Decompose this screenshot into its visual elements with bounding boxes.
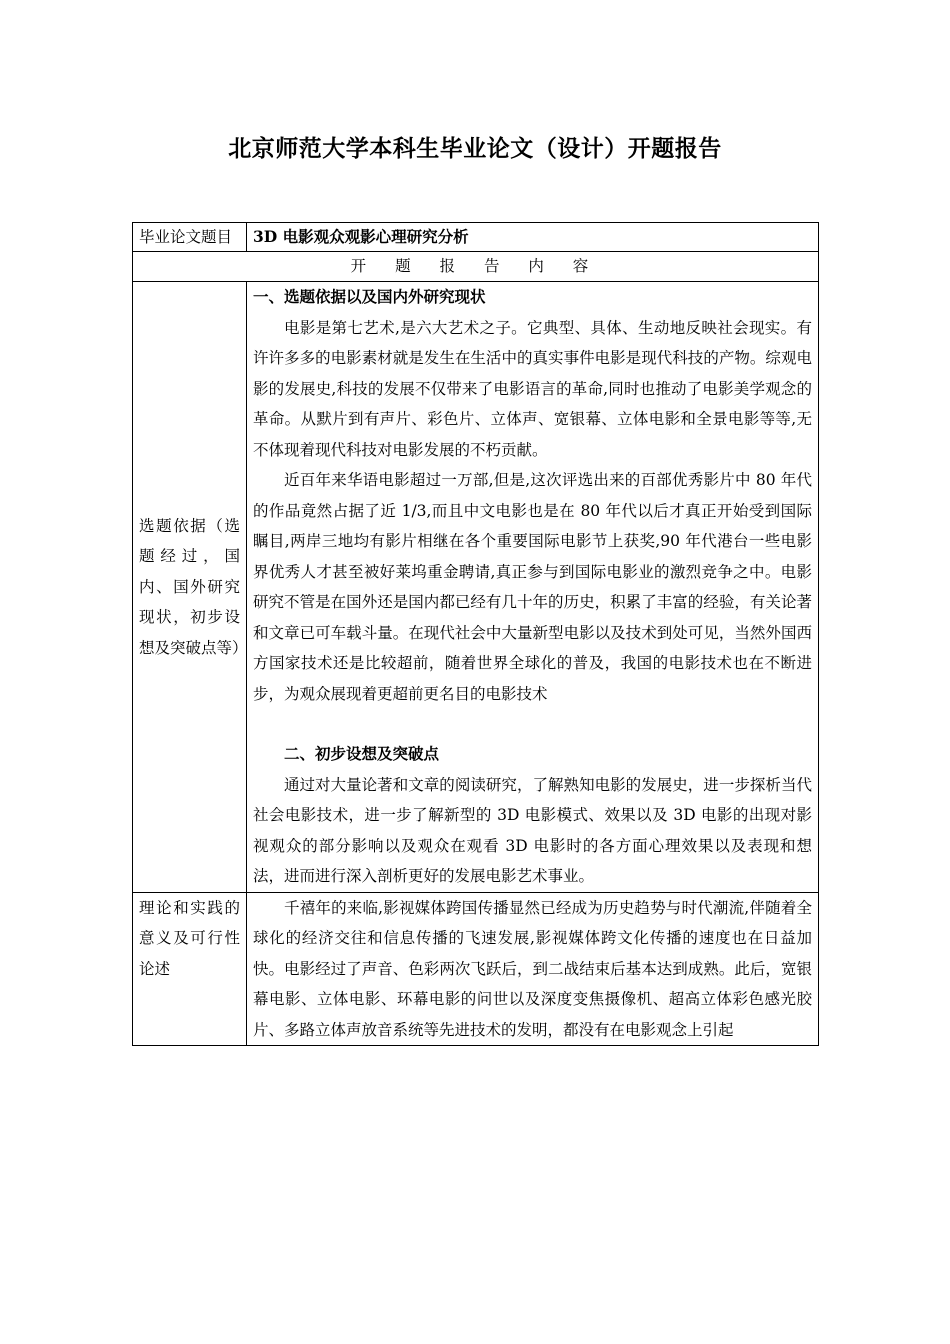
proposal-table — [132, 222, 819, 1046]
section1-body — [247, 282, 819, 893]
subject-label: 毕业论文题目 — [133, 223, 247, 252]
section1-para3: 通过对大量论著和文章的阅读研究，了解熟知电影的发展史，进一步探析当代社会电影技术，进一步了解新型的 3D 电影模式、效果以及 3D 电影的出现对影视观众的部分影响以及观众在观看 3D 电影时的各方面心理效果以及表现和想法，进而进行深入剖析更好的发展电影艺术事业。 — [253, 775, 812, 885]
section2-label: 理论和实践的意义及可行性论述 — [133, 892, 247, 1046]
section2-row — [133, 892, 819, 1046]
blank-line — [253, 709, 812, 739]
subject-row — [133, 223, 819, 252]
document-title: 北京师范大学本科生毕业论文（设计）开题报告 — [228, 136, 722, 162]
section1-label: 选题依据（选题经过，国内、国外研究现状，初步设想及突破点等） — [133, 282, 247, 893]
section2-para1: 千禧年的来临,影视媒体跨国传播显然已经成为历史趋势与时代潮流,伴随着全球化的经济交往和信息传播的飞速发展,影视媒体跨文化传播的速度也在日益加快。电影经过了声音、色彩两次飞跃后，到二战结束后基本达到成熟。此后，宽银幕电影、立体电影、环幕电影的问世以及深度变焦摄像机、超高立体彩色感光胶片、多路立体声放音系统等先进技术的发明，都没有在电影观念上引起 — [253, 898, 812, 1039]
subject-value: 3D 电影观众观影心理研究分析 — [247, 223, 819, 252]
section1-para1: 电影是第七艺术,是六大艺术之子。它典型、具体、生动地反映社会现实。有许许多多的电影素材就是发生在生活中的真实事件电影是现代科技的产物。综观电影的发展史,科技的发展不仅带来了电影语言的革命,同时也推动了电影美学观念的革命。从默片到有声片、彩色片、立体声、宽银幕、立体电影和全景电影等等,无不体现着现代科技对电影发展的不朽贡献。 — [253, 318, 812, 459]
section1-row — [133, 282, 819, 893]
section1-heading2: 二、初步设想及突破点 — [284, 745, 440, 763]
section1-para2: 近百年来华语电影超过一万部,但是,这次评选出来的百部优秀影片中 80 年代的作品竟然占据了近 1/3,而且中文电影也是在 80 年代以后才真正开始受到国际瞩目,两岸三地均有影片相继在各个重要国际电影节上获奖,90 年代港台一些电影界优秀人才甚至被好莱坞重金聘请,真正参与到国际电影业的激烈竞争之中。电影研究不管是在国外还是国内都已经有几十年的历史，积累了丰富的经验，有关论著和文章已可车载斗量。在现代社会中大量新型电影以及技术到处可见，当然外国西方国家技术还是比较超前，随着世界全球化的普及，我国的电影技术也在不断进步，为观众展现着更超前更名目的电影技术 — [253, 471, 812, 703]
content-header: 开 题 报 告 内 容 — [133, 252, 819, 282]
section1-heading1: 一、选题依据以及国内外研究现状 — [253, 288, 486, 306]
content-header-row — [133, 252, 819, 282]
section2-body — [247, 892, 819, 1046]
